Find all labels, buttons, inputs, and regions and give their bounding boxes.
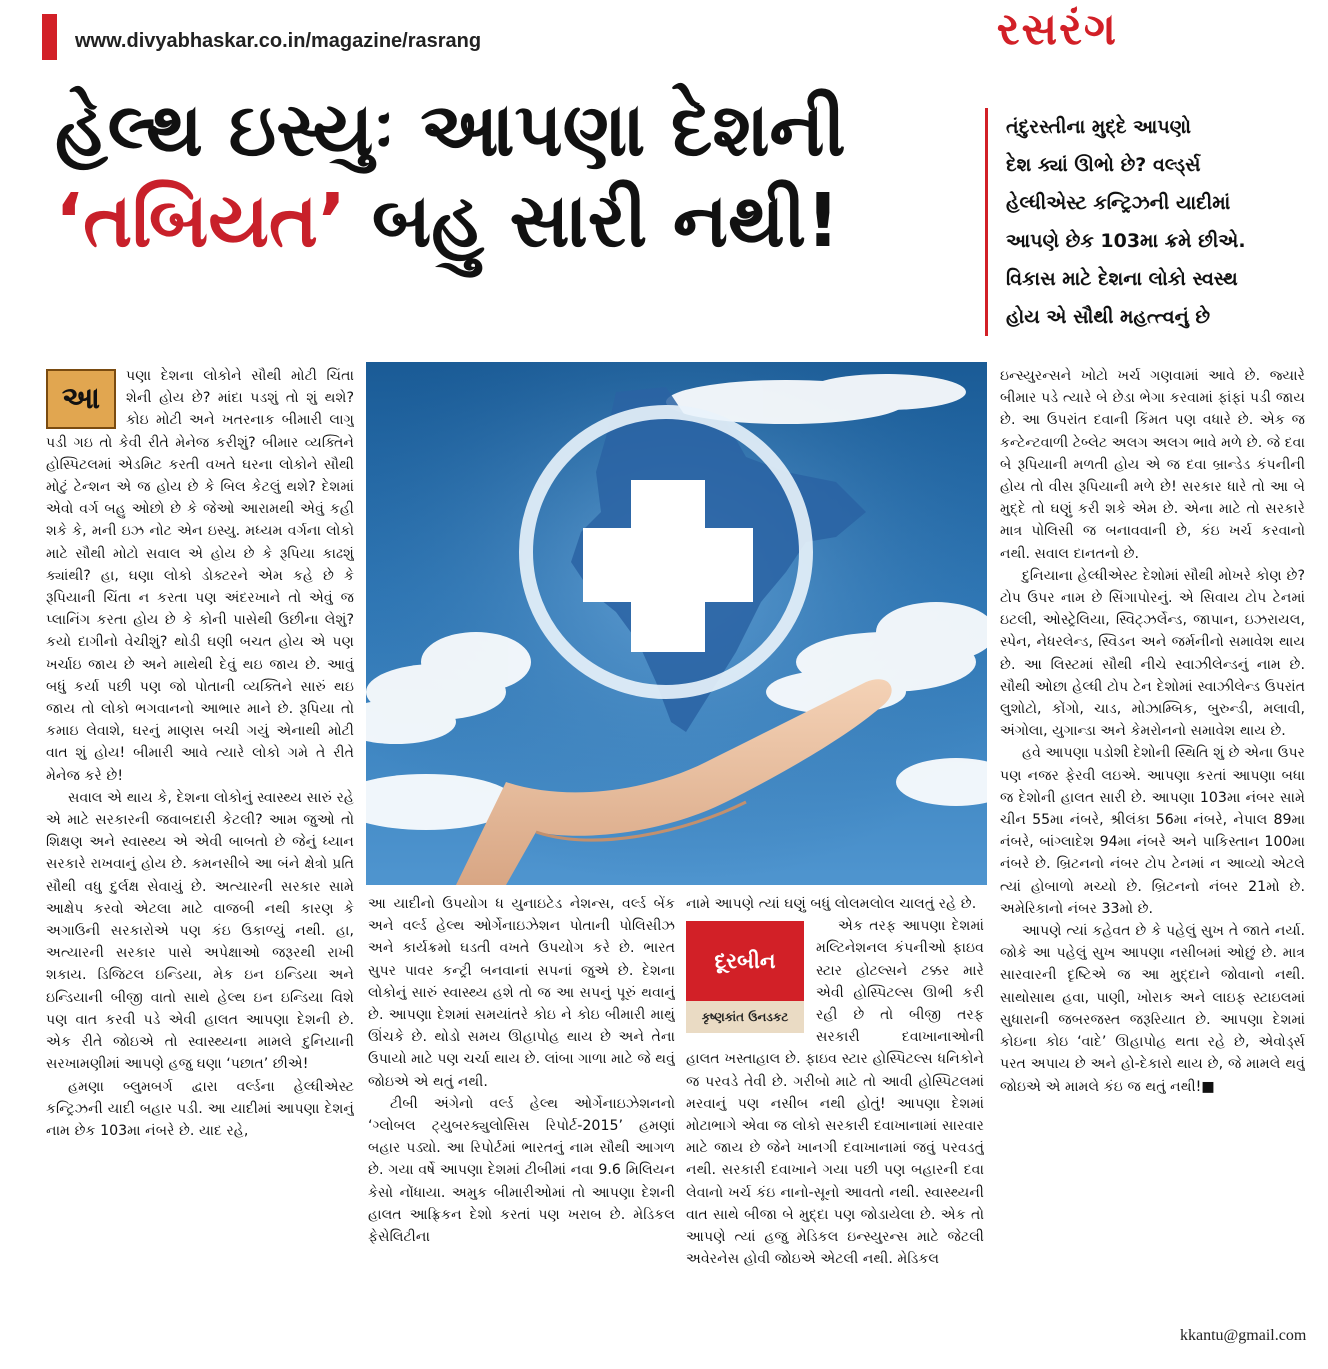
deck-line: હેલ્ધીએસ્ટ કન્ટ્રિઝની યાદીમાં <box>1006 192 1231 214</box>
deck-summary <box>985 108 1305 336</box>
column-label-title: દૂરબીન <box>686 921 804 1001</box>
author-email[interactable]: kkantu@gmail.com <box>1180 1327 1307 1344</box>
deck-line: તંદુરસ્તીના મુદ્દે આપણો <box>1006 116 1191 138</box>
headline <box>55 88 975 264</box>
headline-line-2-rest: બહુ સારી નથી! <box>346 178 840 265</box>
article-paragraph: સવાલ એ થાય કે, દેશના લોકોનું સ્વાસ્થ્ય સારું રહે એ માટે સરકારની જવાબદારી કેટલી? આમ જુઓ તો શિક્ષણ અને સ્વાસ્થ્ય એ એવી બાબતો છે જેનું ધ્યાન સરકારે રાખવાનું હોય છે. કમનસીબે આ બંને ક્ષેત્રો પ્રતિ સૌથી વધુ દુર્લક્ષ સેવાયું છે. અત્યારની સરકાર સામે આક્ષેપ કરવો એટલા માટે વાજબી નથી કારણ કે અગાઉની સરકારોએ પણ કંઇ ઉકાળ્યું નથી. હા, અત્યારની સરકાર પાસે અપેક્ષાઓ જરૂરથી રાખી શકાય. ડિજિટલ ઇન્ડિયા, મેક ઇન ઇન્ડિયા અને ઇન્ડિયાની બીજી વાતો સાથે હેલ્થ ઇન ઇન્ડિયા વિશે પણ વાત કરવી પડે એવી હાલત આપણા દેશની છે. એક રીતે જોઇએ તો સ્વાસ્થ્યના મામલે દુનિયાની સરખામણીમાં આપણે હજુ ઘણા ‘પછાત’ છીએ! <box>46 789 354 1073</box>
article-column-1 <box>46 365 354 1355</box>
deck-line: આપણે છેક 103મા ક્રમે છીએ. <box>1006 230 1246 252</box>
deck-line: હોય એ સૌથી મહત્ત્વનું છે <box>1006 306 1211 328</box>
deck-line: દેશ ક્યાં ઊભો છે? વર્લ્ડ્સ <box>1006 154 1201 176</box>
article-column-3 <box>686 893 984 1355</box>
article-paragraph: આપણે ત્યાં કહેવત છે કે પહેલું સુખ તે જાતે નર્યા. જોકે આ પહેલું સુખ આપણા નસીબમાં ઓછું છે. માત્ર સારવારની દૃષ્ટિએ જ આ મુદ્દાને જોવાનો નથી. સાથોસાથ હવા, પાણી, ખોરાક અને લાઇફ સ્ટાઇલમાં સુધારાની જબરજસ્ત જરૂરિયાત છે. આપણા દેશમાં કોઇના કોઇ ‘વાદે’ ઊહાપોહ થતા રહે છે, એવોર્ડ્સ પરત અપાય છે અને હો-દેકારો થાય છે, જે મામલે થવું જોઇએ એ મામલે કંઇ જ થતું નથી!■ <box>1000 923 1305 1095</box>
masthead-accent-bar <box>42 14 57 60</box>
article-column-2 <box>368 893 675 1355</box>
article-paragraph: દુનિયાના હેલ્ધીએસ્ટ દેશોમાં સૌથી મોખરે કોણ છે? ટોપ ઉપર નામ છે સિંગાપોરનું. એ સિવાય ટોપ ટેનમાં ઇટલી, ઓસ્ટ્રેલિયા, સ્વિટ્ઝર્લેન્ડ, જાપાન, ઇઝરાયલ, સ્પેન, નેધરલેન્ડ, સ્વિડન અને જર્મનીનો સમાવેશ થાય છે. આ લિસ્ટમાં સૌથી નીચે સ્વાઝીલેન્ડનું નામ છે. સૌથી ઓછા હેલ્ધી ટોપ ટેન દેશોમાં સ્વાઝીલેન્ડ ઉપરાંત લુશોટો, કોંગો, ચાડ, મોઝામ્બિક, બુરુન્ડી, મલાવી, અંગોલા, યુગાન્ડા અને કેમરોનનો સમાવેશ થાય છે. <box>1000 567 1305 740</box>
article-column-4 <box>1000 365 1305 1320</box>
column-label-box <box>686 921 804 1033</box>
headline-line-2 <box>55 179 975 264</box>
magazine-url[interactable]: www.divyabhaskar.co.in/magazine/rasrang <box>75 30 482 52</box>
article-paragraph: હમણા બ્લુમબર્ગ દ્વારા વર્લ્ડના હેલ્ધીએસ્ટ કન્ટ્રિઝની યાદી બહાર પડી. આ યાદીમાં આપણા દેશનું નામ છેક 103મા નંબરે છે. યાદ રહે, <box>46 1078 354 1139</box>
article-paragraph: આ યાદીનો ઉપયોગ ધ યુનાઇટેડ નેશન્સ, વર્લ્ડ બેંક અને વર્લ્ડ હેલ્થ ઓર્ગેનાઇઝેશન પોતાની પોલિસીઝ અને કાર્યક્રમો ઘડતી વખતે ઉપયોગ કરે છે. ભારત સુપર પાવર કન્ટ્રી બનવાનાં સપનાં જુએ છે. દેશના લોકોનું સારું સ્વાસ્થ્ય હશે તો જ આ સપનું પૂરું થવાનું છે. આપણા દેશમાં સમયાંતરે કોઇ ને કોઇ બીમારી માથું ઊંચકે છે. થોડો સમય ઊહાપોહ થાય છે અને તેના ઉપાયો માટે પણ ચર્ચા થાય છે. લાંબા ગાળા માટે જે થવું જોઇએ એ થતું નથી. <box>368 896 675 1090</box>
article-paragraph: ટીબી અંગેનો વર્લ્ડ હેલ્થ ઓર્ગેનાઇઝેશનનો ‘ગ્લોબલ ટ્યુબરક્યુલોસિસ રિપોર્ટ-2015’ હમણાં બહાર પડ્યો. આ રિપોર્ટમાં ભારતનું નામ સૌથી આગળ છે. ગયા વર્ષે આપણા દેશમાં ટીબીમાં નવા 9.6 મિલિયન કેસો નોંધાયા. અમુક બીમારીઓમાં તો આપણા દેશની હાલત આફ્રિકન દેશો કરતાં પણ ખરાબ છે. મેડિકલ ફેસેલિટીના <box>368 1095 675 1246</box>
hand-holding-india-map-with-medical-cross-icon <box>366 362 987 885</box>
headline-quoted-word: ‘તબિયત’ <box>55 178 347 265</box>
column-author: કૃષ્ણકાંત ઉનડકટ <box>686 1001 804 1033</box>
hero-image <box>366 362 987 885</box>
headline-line-1: હેલ્થ ઇસ્યુઃ આપણા દેશની <box>55 87 846 173</box>
masthead-bar <box>0 0 1328 80</box>
magazine-brand: રસરંગ <box>996 4 1118 55</box>
article-paragraph: હવે આપણા પડોશી દેશોની સ્થિતિ શું છે એના ઉપર પણ નજર ફેરવી લઇએ. આપણા કરતાં આપણા બધા જ દેશોની હાલત સારી છે. આપણા 103મા નંબર સામે ચીન 55મા નંબરે, શ્રીલંકા 56મા નંબરે, નેપાલ 89મા નંબરે, બાંગ્લાદેશ 94મા નંબરે અને પાકિસ્તાન 100મા નંબરે છે. બ્રિટનનો નંબર ટોપ ટેનમાં ન આવ્યો એટલે ત્યાં હોબાળો મચ્યો છે. બ્રિટનનો નંબર 21મો છે. અમેરિકાનો નંબર 33મો છે. <box>1000 745 1305 917</box>
article-paragraph: પણા દેશના લોકોને સૌથી મોટી ચિંતા શેની હોય છે? માંદા પડશું તો શું થશે? કોઇ મોટી અને ખતરનાક બીમારી લાગુ પડી ગઇ તો કેવી રીતે મેનેજ કરીશું? બીમાર વ્યક્તિને હોસ્પિટલમાં એડમિટ કરતી વખતે ઘરના લોકોને સૌથી મોટું ટેન્શન એ જ હોય છે કે બિલ કેટલું થશે? દેશમાં એવો વર્ગ બહુ ઓછો છે કે જેઓ આરામથી એવું કહી શકે કે, મની ઇઝ નોટ એન ઇસ્યુ. મધ્યમ વર્ગના લોકો માટે સૌથી મોટો સવાલ એ હોય છે કે રૂપિયા કાઢશું ક્યાંથી? હા, ઘણા લોકો ડોક્ટરને એમ કહે છે કે રૂપિયાની ચિંતા ન કરતા પણ અંદરખાને તો એવું જ પ્લાનિંગ કરતા હોય છે કે કોની પાસેથી ઉછીના લેશું? કયો દાગીનો વેચીશું? થોડી ઘણી બચત હોય એ પણ ખર્ચાઇ જાય છે અને માથેથી દેવું થઇ જાય છે. આવું બધું કર્યા પછી પણ જો પોતાની વ્યક્તિને સારું થઇ જાય તો લોકો ભગવાનનો આભાર માને છે. રૂપિયા તો કમાઇ લેવાશે, ઘરનું માણસ બચી ગયું એનાથી મોટી વાત શું હોય! બીમારી આવે ત્યારે લોકો ગમે તે રીતે મેનેજ કરે છે! <box>46 368 354 784</box>
dropcap: આ <box>46 369 116 429</box>
article-paragraph: ઇન્સ્યુરન્સને ખોટો ખર્ચ ગણવામાં આવે છે. જ્યારે બીમાર પડે ત્યારે બે છેડા ભેગા કરવામાં ફાંફાં પડી જાય છે. આ ઉપરાંત દવાની કિંમત પણ વધારે છે. એક જ કન્ટેન્ટવાળી ટેબ્લેટ અલગ અલગ ભાવે મળે છે. જે દવા બે રૂપિયાની મળતી હોય એ જ દવા બ્રાન્ડેડ કંપનીની હોય તો વીસ રૂપિયાની મળે છે! સરકાર ધારે તો આ બે મુદ્દે તો ઘણું કરી શકે એમ છે. એના માટે તો સરકારે માત્ર પોલિસી જ બનાવવાની છે, કંઇ ખર્ચ કરવાનો નથી. સવાલ દાનતનો છે. <box>1000 368 1305 562</box>
deck-line: વિકાસ માટે દેશના લોકો સ્વસ્થ <box>1006 268 1238 290</box>
article-paragraph: એક તરફ આપણા દેશમાં મલ્ટિનેશનલ કંપનીઓ ફાઇવ સ્ટાર હોટલ્સને ટક્કર મારે એવી હોસ્પિટલ્સ ઊભી કરી રહી છે તો બીજી તરફ સરકારી દવાખાનાઓની હાલત ખસ્તાહાલ છે. ફાઇવ સ્ટાર હોસ્પિટલ્સ ધનિકોને જ પરવડે તેવી છે. ગરીબો માટે તો આવી હોસ્પિટલમાં મરવાનું પણ નસીબ નથી હોતું! આપણા દેશમાં મોટાભાગે એવા જ લોકો સરકારી દવાખાનામાં સારવાર માટે જાય છે જેને ખાનગી દવાખાનામાં જવું પરવડતું નથી. સરકારી દવાખાને ગયા પછી પણ બહારની દવા લેવાનો ખર્ચ કંઇ નાનો-સૂનો આવતો નથી. સ્વાસ્થ્યની વાત સાથે બીજા બે મુદ્દા પણ જોડાયેલા છે. એક તો આપણે ત્યાં હજુ મેડિકલ ઇન્સ્યુરન્સ માટે જેટલી અવેરનેસ હોવી જોઇએ એટલી નથી. મેડિકલ <box>686 918 984 1268</box>
article-paragraph: નામે આપણે ત્યાં ઘણું બધું લોલમલોલ ચાલતું રહે છે. <box>686 896 977 912</box>
